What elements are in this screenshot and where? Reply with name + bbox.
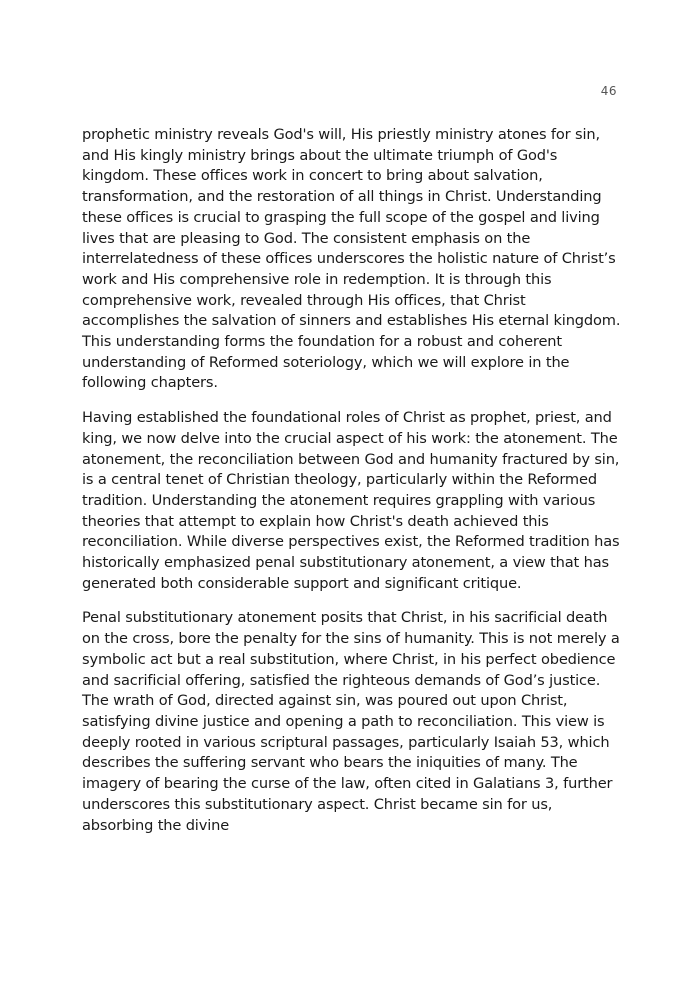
paragraph-2: Having established the foundational roles of Christ as prophet, priest, and king, we now delve into the crucial aspect of his work: the atonement. The atonement, the reconciliation between God and humanity fractured by sin, is a central tenet of Christian theology, particularly within the Reformed tradition. Understanding the atonement requires grappling with various theories that attempt to explain how Christ's death achieved this reconciliation. While diverse perspectives exist, the Reformed tradition has historically emphasized penal substitutionary atonement, a view that has generated both considerable support and significant critique. — [82, 409, 620, 592]
page-body — [82, 125, 622, 850]
paragraph-3: Penal substitutionary atonement posits that Christ, in his sacrificial death on the cross, bore the penalty for the sins of humanity. This is not merely a symbolic act but a real substitution, where Christ, in his perfect obedience and sacrificial offering, satisfied the righteous demands of God’s justice. The wrath of God, directed against sin, was poured out upon Christ, satisfying divine justice and opening a path to reconciliation. This view is deeply rooted in various scriptural passages, particularly Isaiah 53, which describes the suffering servant who bears the iniquities of many. The imagery of bearing the curse of the law, often cited in Galatians 3, further underscores this substitutionary aspect. Christ became sin for us, absorbing the divine — [82, 609, 620, 834]
page-number: 46 — [600, 84, 617, 98]
paragraph-1: prophetic ministry reveals God's will, His priestly ministry atones for sin, and His kingly ministry brings about the ultimate triumph of God's kingdom. These offices work in concert to bring about salvation, transformation, and the restoration of all things in Christ. Understanding these offices is crucial to grasping the full scope of the gospel and living lives that are pleasing to God. The consistent emphasis on the interrelatedness of these offices underscores the holistic nature of Christ’s work and His comprehensive role in redemption. It is through this comprehensive work, revealed through His offices, that Christ accomplishes the salvation of sinners and establishes His eternal kingdom. This understanding forms the foundation for a robust and coherent understanding of Reformed soteriology, which we will explore in the following chapters. — [82, 126, 621, 392]
